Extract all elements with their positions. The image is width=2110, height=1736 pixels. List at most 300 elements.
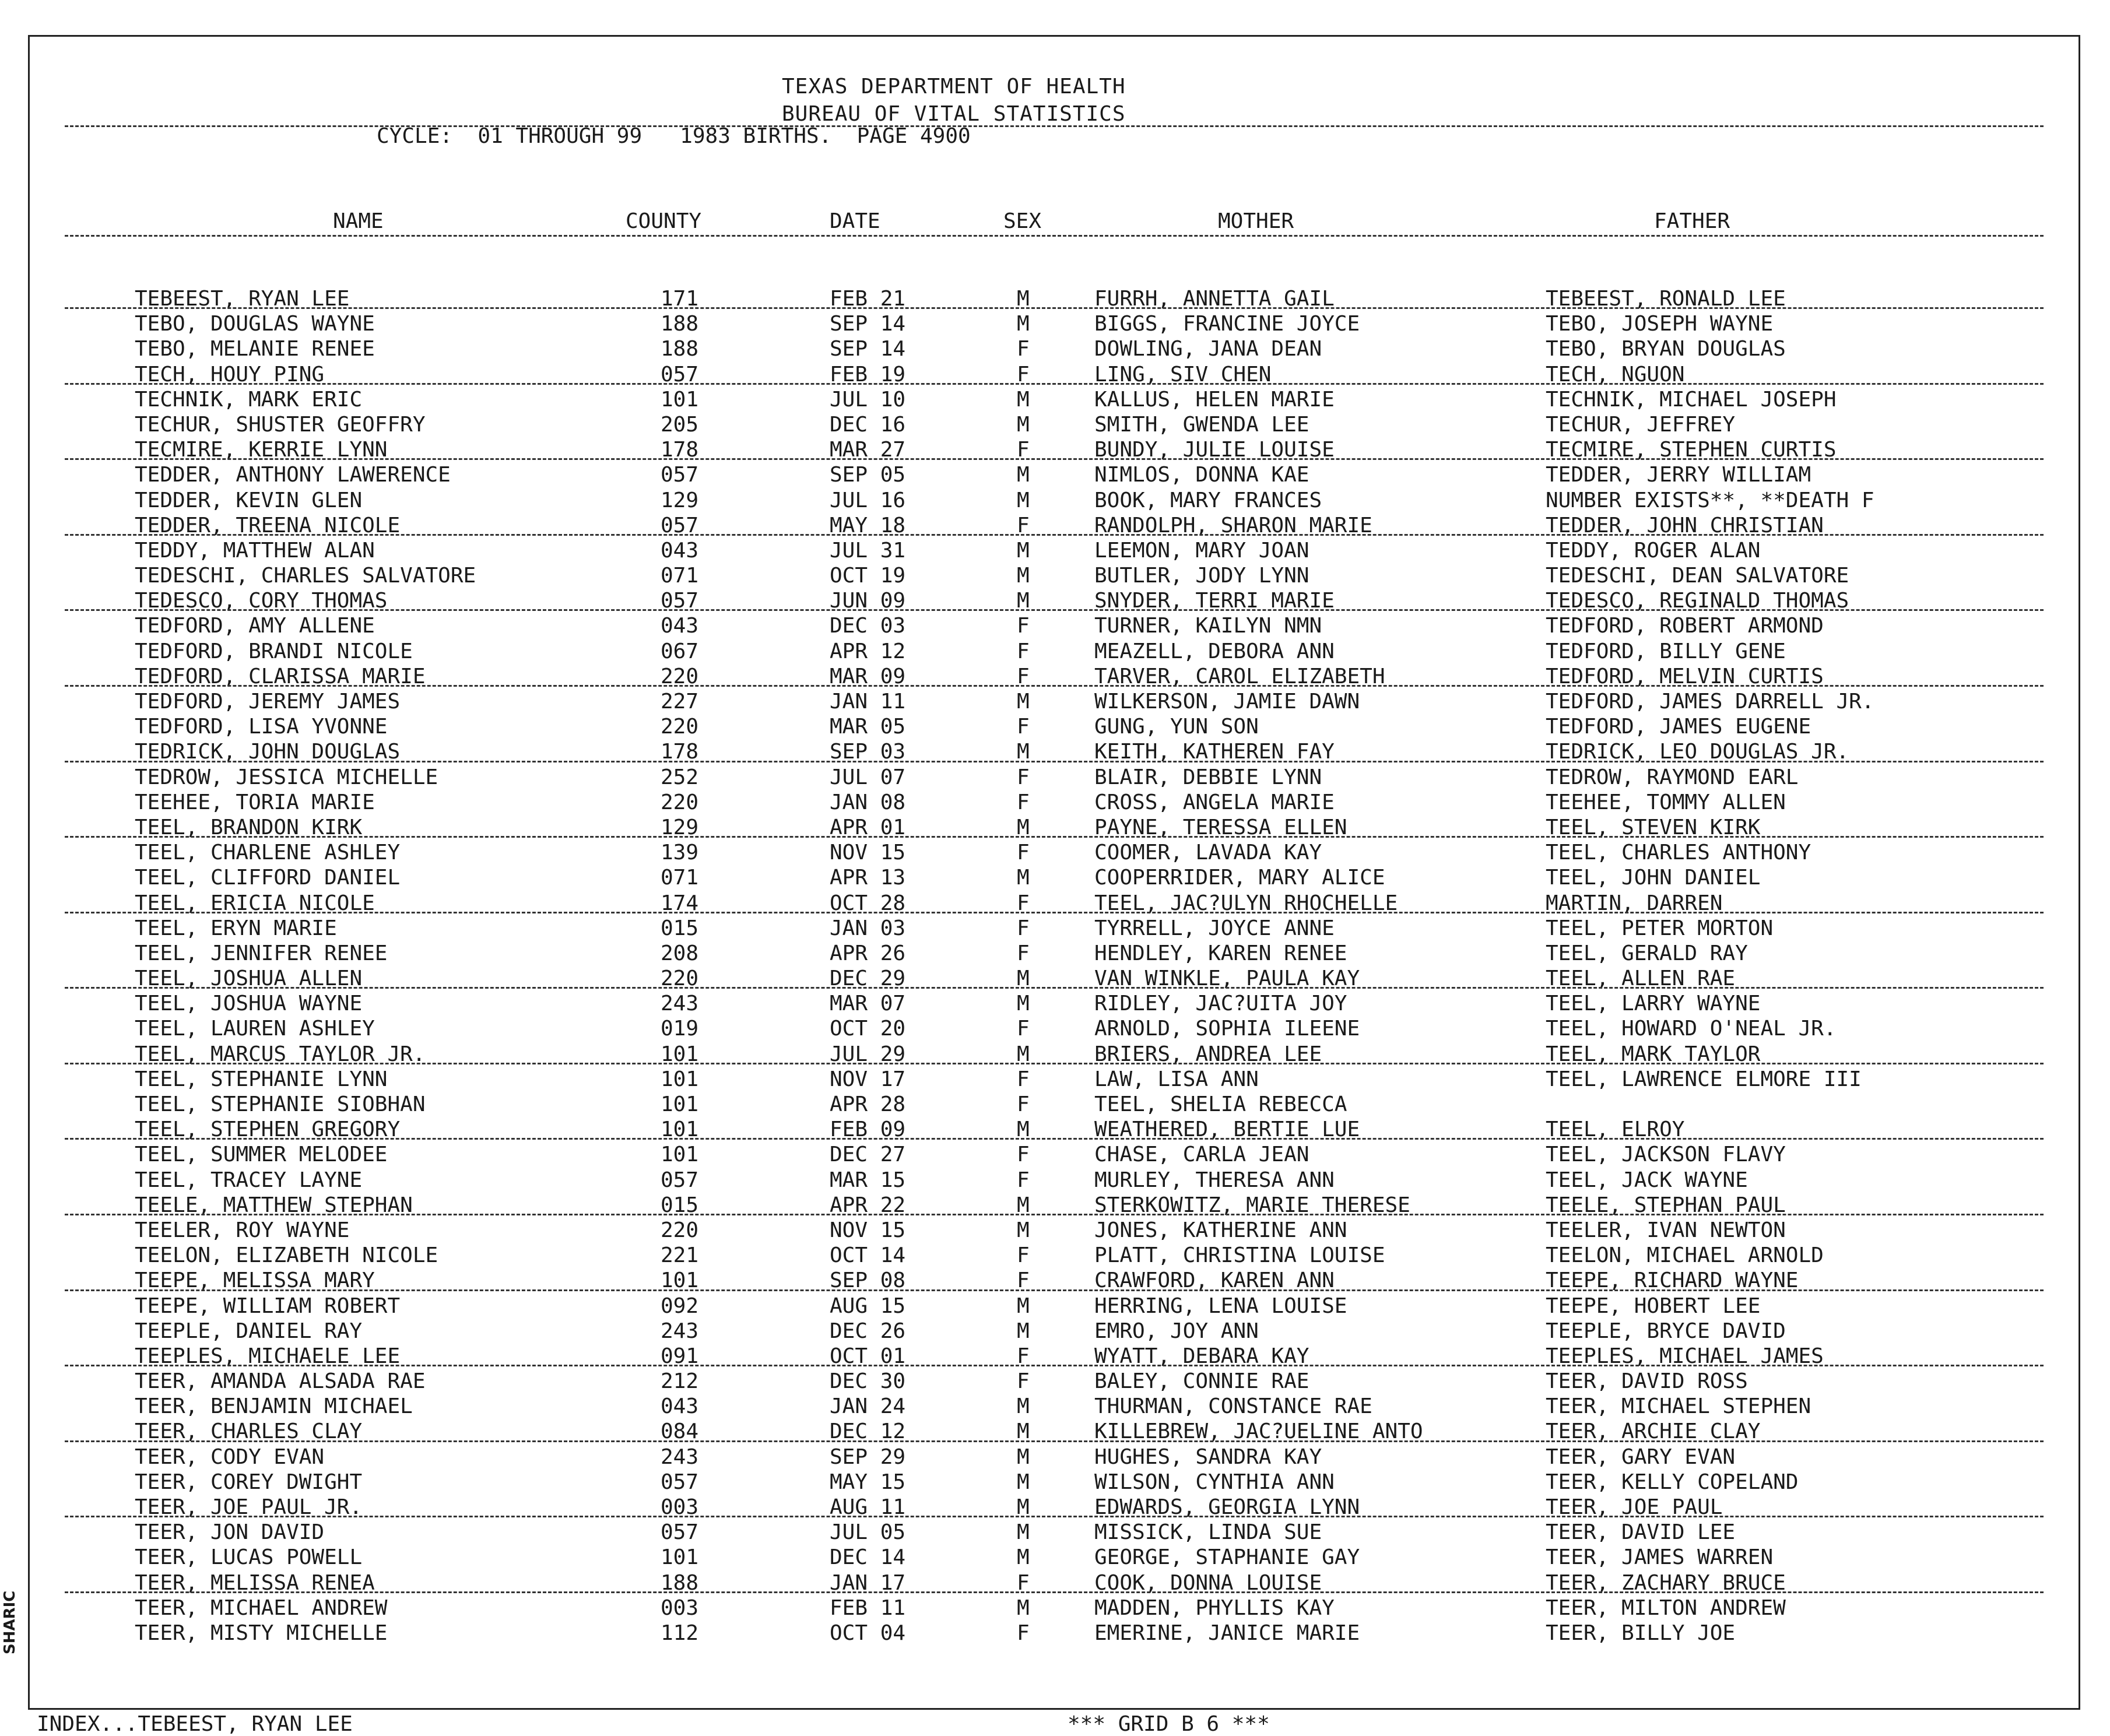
- cell-sex: F: [1017, 1168, 1030, 1192]
- cell-sex: M: [1017, 564, 1030, 588]
- cell-father: TEEPE, RICHARD WAYNE: [1546, 1268, 1799, 1293]
- cell-sex: M: [1017, 488, 1030, 512]
- cell-county: 188: [661, 337, 699, 361]
- table-row: [30, 664, 2079, 689]
- cell-date: DEC 27: [830, 1143, 906, 1167]
- cell-name: TEEL, ERYN MARIE: [135, 916, 337, 940]
- cell-father: TEEL, MARK TAYLOR: [1546, 1042, 1761, 1066]
- table-row: [30, 1294, 2079, 1319]
- cell-name: TEEL, JOSHUA WAYNE: [135, 992, 363, 1016]
- cell-name: TEBO, DOUGLAS WAYNE: [135, 312, 375, 336]
- cell-mother: SMITH, GWENDA LEE: [1094, 412, 1309, 437]
- cell-county: 178: [661, 740, 699, 764]
- cell-county: 112: [661, 1621, 699, 1645]
- cell-date: OCT 28: [830, 891, 906, 915]
- cell-county: 043: [661, 1394, 699, 1419]
- cell-father: TEER, JAMES WARREN: [1546, 1545, 1774, 1570]
- cell-name: TEEL, ERICIA NICOLE: [135, 891, 375, 915]
- cell-county: 071: [661, 564, 699, 588]
- cell-date: MAR 27: [830, 438, 906, 462]
- cell-father: TEDFORD, ROBERT ARMOND: [1546, 614, 1824, 638]
- cell-father: TEDFORD, JAMES DARRELL JR.: [1546, 690, 1874, 714]
- cell-father: TEDROW, RAYMOND EARL: [1546, 765, 1799, 789]
- cell-county: 129: [661, 815, 699, 839]
- cell-mother: MURLEY, THERESA ANN: [1094, 1168, 1335, 1192]
- table-row: [30, 437, 2079, 462]
- cell-county: 003: [661, 1596, 699, 1620]
- table-row: [30, 1319, 2079, 1344]
- cell-mother: JONES, KATHERINE ANN: [1094, 1218, 1347, 1242]
- table-row: [30, 941, 2079, 966]
- cell-county: 243: [661, 1445, 699, 1469]
- cell-name: TEDDER, ANTHONY LAWERENCE: [135, 463, 451, 487]
- cell-name: TEER, JON DAVID: [135, 1520, 325, 1545]
- table-row: [30, 1067, 2079, 1092]
- cell-father: TEBO, BRYAN DOUGLAS: [1546, 337, 1786, 361]
- cell-father: TEEHEE, TOMMY ALLEN: [1546, 790, 1786, 814]
- cell-sex: F: [1017, 1067, 1030, 1091]
- cell-date: NOV 15: [830, 841, 906, 865]
- cell-date: JUL 05: [830, 1520, 906, 1545]
- table-row: [30, 362, 2079, 387]
- table-row: [30, 765, 2079, 790]
- cell-father: TEER, ZACHARY BRUCE: [1546, 1570, 1786, 1595]
- cell-name: TEEHEE, TORIA MARIE: [135, 790, 375, 814]
- cell-name: TEELER, ROY WAYNE: [135, 1218, 350, 1242]
- cell-date: NOV 17: [830, 1067, 906, 1091]
- cell-county: 188: [661, 1570, 699, 1595]
- cell-date: NOV 15: [830, 1218, 906, 1242]
- cell-father: TEDDY, ROGER ALAN: [1546, 538, 1761, 563]
- cell-date: JAN 11: [830, 690, 906, 714]
- records-list: [30, 286, 2079, 1646]
- cell-mother: EDWARDS, GEORGIA LYNN: [1094, 1495, 1360, 1519]
- cell-name: TEER, AMANDA ALSADA RAE: [135, 1369, 426, 1394]
- cell-date: APR 28: [830, 1092, 906, 1116]
- cell-sex: F: [1017, 614, 1030, 638]
- cell-sex: M: [1017, 1117, 1030, 1142]
- cell-name: TEER, MICHAEL ANDREW: [135, 1596, 388, 1620]
- cell-mother: BUNDY, JULIE LOUISE: [1094, 438, 1335, 462]
- table-row: [30, 1193, 2079, 1218]
- cell-mother: WILKERSON, JAMIE DAWN: [1094, 690, 1360, 714]
- cell-date: DEC 14: [830, 1545, 906, 1570]
- table-row: [30, 639, 2079, 664]
- cell-name: TEEL, CHARLENE ASHLEY: [135, 841, 401, 865]
- cell-county: 101: [661, 1268, 699, 1293]
- cell-sex: F: [1017, 765, 1030, 789]
- cell-county: 221: [661, 1243, 699, 1268]
- cell-name: TEEPE, MELISSA MARY: [135, 1268, 375, 1293]
- cell-sex: F: [1017, 438, 1030, 462]
- cell-mother: CHASE, CARLA JEAN: [1094, 1143, 1309, 1167]
- table-row: [30, 1520, 2079, 1545]
- cell-mother: CRAWFORD, KAREN ANN: [1094, 1268, 1335, 1293]
- col-header-father: FATHER: [1654, 209, 1730, 233]
- cell-sex: M: [1017, 287, 1030, 311]
- cell-mother: VAN WINKLE, PAULA KAY: [1094, 967, 1360, 991]
- table-row: [30, 513, 2079, 538]
- cell-county: 205: [661, 412, 699, 437]
- cell-county: 057: [661, 362, 699, 386]
- cell-sex: M: [1017, 1495, 1030, 1519]
- table-row: [30, 916, 2079, 941]
- table-row: [30, 1344, 2079, 1369]
- cell-sex: M: [1017, 815, 1030, 839]
- cell-mother: TARVER, CAROL ELIZABETH: [1094, 664, 1385, 688]
- cell-county: 252: [661, 765, 699, 789]
- cell-mother: LAW, LISA ANN: [1094, 1067, 1259, 1091]
- table-row: [30, 1570, 2079, 1596]
- cell-mother: HENDLEY, KAREN RENEE: [1094, 941, 1347, 965]
- cell-county: 019: [661, 1017, 699, 1041]
- cell-father: TEEL, CHARLES ANTHONY: [1546, 841, 1811, 865]
- cell-sex: M: [1017, 690, 1030, 714]
- cell-date: SEP 14: [830, 312, 906, 336]
- cell-mother: THURMAN, CONSTANCE RAE: [1094, 1394, 1372, 1419]
- cell-sex: M: [1017, 1042, 1030, 1066]
- cell-name: TECHUR, SHUSTER GEOFFRY: [135, 412, 426, 437]
- cell-sex: M: [1017, 1193, 1030, 1217]
- cell-county: 084: [661, 1419, 699, 1444]
- cell-sex: F: [1017, 1369, 1030, 1394]
- cell-date: OCT 14: [830, 1243, 906, 1268]
- cell-county: 139: [661, 841, 699, 865]
- cell-date: SEP 29: [830, 1445, 906, 1469]
- cell-county: 043: [661, 614, 699, 638]
- cell-name: TEEL, STEPHANIE SIOBHAN: [135, 1092, 426, 1116]
- cell-name: TEEL, TRACEY LAYNE: [135, 1168, 363, 1192]
- cell-father: TEEL, JACK WAYNE: [1546, 1168, 1748, 1192]
- cell-father: TEBEEST, RONALD LEE: [1546, 287, 1786, 311]
- cell-county: 220: [661, 664, 699, 688]
- table-row: [30, 1092, 2079, 1117]
- cell-date: APR 01: [830, 815, 906, 839]
- side-label: SHARIC: [1, 1590, 19, 1654]
- cell-date: JAN 24: [830, 1394, 906, 1419]
- cell-date: JUL 16: [830, 488, 906, 512]
- cell-county: 101: [661, 387, 699, 412]
- cell-name: TEEL, JENNIFER RENEE: [135, 941, 388, 965]
- cell-mother: GUNG, YUN SON: [1094, 715, 1259, 739]
- cell-father: TEER, GARY EVAN: [1546, 1445, 1736, 1469]
- cell-name: TEDDER, TREENA NICOLE: [135, 513, 401, 537]
- cell-mother: ARNOLD, SOPHIA ILEENE: [1094, 1017, 1360, 1041]
- cell-date: APR 13: [830, 866, 906, 890]
- table-row: [30, 1596, 2079, 1621]
- cell-father: TEBO, JOSEPH WAYNE: [1546, 312, 1774, 336]
- table-row: [30, 336, 2079, 361]
- cell-county: 129: [661, 488, 699, 512]
- table-row: [30, 714, 2079, 739]
- cell-date: FEB 09: [830, 1117, 906, 1142]
- cell-mother: WYATT, DEBARA KAY: [1094, 1344, 1309, 1368]
- cell-mother: BIGGS, FRANCINE JOYCE: [1094, 312, 1360, 336]
- cell-county: 188: [661, 312, 699, 336]
- cell-name: TEEL, STEPHANIE LYNN: [135, 1067, 388, 1091]
- cell-father: TEELE, STEPHAN PAUL: [1546, 1193, 1786, 1217]
- cell-mother: MISSICK, LINDA SUE: [1094, 1520, 1322, 1545]
- cell-sex: F: [1017, 1143, 1030, 1167]
- cell-mother: COOPERRIDER, MARY ALICE: [1094, 866, 1385, 890]
- cell-father: TEEL, JACKSON FLAVY: [1546, 1143, 1786, 1167]
- cell-sex: F: [1017, 639, 1030, 663]
- cell-mother: COOMER, LAVADA KAY: [1094, 841, 1322, 865]
- cell-sex: F: [1017, 916, 1030, 940]
- cell-name: TEEL, JOSHUA ALLEN: [135, 967, 363, 991]
- cell-father: TEEL, ALLEN RAE: [1546, 967, 1736, 991]
- cell-date: JUL 31: [830, 538, 906, 563]
- table-row: [30, 1142, 2079, 1167]
- cell-name: TECHNIK, MARK ERIC: [135, 387, 363, 412]
- table-row: [30, 412, 2079, 437]
- cell-sex: M: [1017, 387, 1030, 412]
- cell-father: TEER, DAVID LEE: [1546, 1520, 1736, 1545]
- col-header-mother: MOTHER: [1218, 209, 1294, 233]
- cell-sex: M: [1017, 312, 1030, 336]
- table-row: [30, 1621, 2079, 1646]
- table-row: [30, 865, 2079, 890]
- table-row: [30, 1042, 2079, 1067]
- cell-county: 057: [661, 513, 699, 537]
- cell-date: JUL 29: [830, 1042, 906, 1066]
- cell-county: 101: [661, 1545, 699, 1570]
- cell-father: TEDDER, JERRY WILLIAM: [1546, 463, 1811, 487]
- cell-father: TEER, ARCHIE CLAY: [1546, 1419, 1761, 1444]
- table-row: [30, 1218, 2079, 1243]
- cell-sex: M: [1017, 412, 1030, 437]
- cell-father: TEEPLES, MICHAEL JAMES: [1546, 1344, 1824, 1368]
- cell-father: TEDFORD, BILLY GENE: [1546, 639, 1786, 663]
- cell-mother: HUGHES, SANDRA KAY: [1094, 1445, 1322, 1469]
- cell-county: 057: [661, 1520, 699, 1545]
- table-row: [30, 613, 2079, 638]
- cell-date: DEC 03: [830, 614, 906, 638]
- table-row: [30, 538, 2079, 563]
- cell-date: DEC 29: [830, 967, 906, 991]
- table-row: [30, 286, 2079, 311]
- cell-sex: M: [1017, 589, 1030, 613]
- table-row: [30, 991, 2079, 1016]
- cell-county: 220: [661, 967, 699, 991]
- table-row: [30, 1445, 2079, 1470]
- cell-date: OCT 01: [830, 1344, 906, 1368]
- cell-mother: TEEL, JAC?ULYN RHOCHELLE: [1094, 891, 1398, 915]
- cell-sex: F: [1017, 841, 1030, 865]
- cell-name: TEDESCO, CORY THOMAS: [135, 589, 388, 613]
- table-row: [30, 462, 2079, 487]
- cell-father: TEEL, LARRY WAYNE: [1546, 992, 1761, 1016]
- cell-sex: F: [1017, 1243, 1030, 1268]
- cell-county: 003: [661, 1495, 699, 1519]
- cell-mother: EMRO, JOY ANN: [1094, 1319, 1259, 1343]
- cell-father: MARTIN, DARREN: [1546, 891, 1723, 915]
- cell-county: 067: [661, 639, 699, 663]
- cell-name: TEDESCHI, CHARLES SALVATORE: [135, 564, 476, 588]
- cell-name: TEEL, MARCUS TAYLOR JR.: [135, 1042, 426, 1066]
- table-row: [30, 1394, 2079, 1419]
- cell-county: 212: [661, 1369, 699, 1394]
- page-subtitle: BUREAU OF VITAL STATISTICS: [782, 102, 1126, 126]
- cell-father: TEDESCHI, DEAN SALVATORE: [1546, 564, 1849, 588]
- cell-sex: M: [1017, 740, 1030, 764]
- cell-sex: M: [1017, 1218, 1030, 1242]
- cell-date: OCT 20: [830, 1017, 906, 1041]
- cell-sex: M: [1017, 463, 1030, 487]
- cell-mother: KILLEBREW, JAC?UELINE ANTO: [1094, 1419, 1423, 1444]
- table-row: [30, 563, 2079, 588]
- cell-father: TEEL, JOHN DANIEL: [1546, 866, 1761, 890]
- cell-county: 220: [661, 790, 699, 814]
- cell-name: TECMIRE, KERRIE LYNN: [135, 438, 388, 462]
- cell-name: TEBEEST, RYAN LEE: [135, 287, 350, 311]
- cell-father: TEEL, ELROY: [1546, 1117, 1685, 1142]
- cell-name: TEELON, ELIZABETH NICOLE: [135, 1243, 438, 1268]
- grid-footer: *** GRID B 6 ***: [1068, 1712, 1270, 1736]
- cell-father: TEER, JOE PAUL: [1546, 1495, 1723, 1519]
- cell-father: TEEPE, HOBERT LEE: [1546, 1294, 1761, 1318]
- cell-sex: M: [1017, 1596, 1030, 1620]
- table-row: [30, 790, 2079, 815]
- cell-name: TEDFORD, LISA YVONNE: [135, 715, 388, 739]
- cell-sex: M: [1017, 1445, 1030, 1469]
- cell-name: TEEPE, WILLIAM ROBERT: [135, 1294, 401, 1318]
- cell-date: JUN 09: [830, 589, 906, 613]
- cell-sex: F: [1017, 1621, 1030, 1645]
- cell-sex: F: [1017, 1268, 1030, 1293]
- cycle-info: CYCLE: 01 THROUGH 99 1983 BIRTHS. PAGE 4900: [377, 124, 971, 148]
- cell-county: 071: [661, 866, 699, 890]
- cell-county: 101: [661, 1092, 699, 1116]
- cell-father: TEEL, HOWARD O'NEAL JR.: [1546, 1017, 1837, 1041]
- cell-county: 015: [661, 916, 699, 940]
- cell-mother: TURNER, KAILYN NMN: [1094, 614, 1322, 638]
- cell-date: MAY 15: [830, 1470, 906, 1494]
- cell-mother: MADDEN, PHYLLIS KAY: [1094, 1596, 1335, 1620]
- cell-sex: M: [1017, 1470, 1030, 1494]
- cell-sex: M: [1017, 1545, 1030, 1570]
- cell-mother: PAYNE, TERESSA ELLEN: [1094, 815, 1347, 839]
- column-header-divider: [65, 235, 2044, 237]
- cell-name: TEDFORD, JEREMY JAMES: [135, 690, 401, 714]
- cell-mother: BOOK, MARY FRANCES: [1094, 488, 1322, 512]
- cell-sex: M: [1017, 866, 1030, 890]
- table-row: [30, 1470, 2079, 1495]
- cell-name: TEDFORD, AMY ALLENE: [135, 614, 375, 638]
- cell-mother: SNYDER, TERRI MARIE: [1094, 589, 1335, 613]
- cell-name: TEDDER, KEVIN GLEN: [135, 488, 363, 512]
- cell-sex: M: [1017, 538, 1030, 563]
- table-row: [30, 815, 2079, 840]
- cell-date: AUG 15: [830, 1294, 906, 1318]
- cell-mother: WEATHERED, BERTIE LUE: [1094, 1117, 1360, 1142]
- cell-date: MAR 05: [830, 715, 906, 739]
- cell-county: 057: [661, 463, 699, 487]
- cell-sex: M: [1017, 967, 1030, 991]
- cell-name: TEEPLES, MICHAELE LEE: [135, 1344, 401, 1368]
- cell-date: DEC 26: [830, 1319, 906, 1343]
- table-row: [30, 1495, 2079, 1520]
- table-row: [30, 1168, 2079, 1193]
- cell-county: 015: [661, 1193, 699, 1217]
- table-row: [30, 966, 2079, 991]
- cell-county: 057: [661, 1168, 699, 1192]
- cell-date: MAR 07: [830, 992, 906, 1016]
- cell-name: TEEL, SUMMER MELODEE: [135, 1143, 388, 1167]
- cell-date: JAN 08: [830, 790, 906, 814]
- cell-county: 243: [661, 992, 699, 1016]
- table-row: [30, 1419, 2079, 1444]
- cell-date: APR 22: [830, 1193, 906, 1217]
- cell-mother: LEEMON, MARY JOAN: [1094, 538, 1309, 563]
- cell-father: TEER, KELLY COPELAND: [1546, 1470, 1799, 1494]
- cell-name: TEER, MELISSA RENEA: [135, 1570, 375, 1595]
- col-header-sex: SEX: [1003, 209, 1042, 233]
- cell-father: TEEL, GERALD RAY: [1546, 941, 1748, 965]
- cell-sex: F: [1017, 362, 1030, 386]
- cell-mother: TEEL, SHELIA REBECCA: [1094, 1092, 1347, 1116]
- cell-father: TEEL, LAWRENCE ELMORE III: [1546, 1067, 1862, 1091]
- col-header-name: NAME: [333, 209, 384, 233]
- cell-father: TECHNIK, MICHAEL JOSEPH: [1546, 387, 1837, 412]
- cell-sex: F: [1017, 790, 1030, 814]
- cell-county: 057: [661, 589, 699, 613]
- cell-date: SEP 05: [830, 463, 906, 487]
- cell-date: JUL 10: [830, 387, 906, 412]
- cell-date: DEC 12: [830, 1419, 906, 1444]
- col-header-county: COUNTY: [626, 209, 702, 233]
- cell-date: DEC 30: [830, 1369, 906, 1394]
- cell-sex: M: [1017, 1394, 1030, 1419]
- cell-county: 091: [661, 1344, 699, 1368]
- cell-date: APR 26: [830, 941, 906, 965]
- cell-father: TEER, MILTON ANDREW: [1546, 1596, 1786, 1620]
- cell-mother: PLATT, CHRISTINA LOUISE: [1094, 1243, 1385, 1268]
- cell-mother: BALEY, CONNIE RAE: [1094, 1369, 1309, 1394]
- cell-sex: F: [1017, 513, 1030, 537]
- cell-date: MAR 15: [830, 1168, 906, 1192]
- cell-father: TEER, MICHAEL STEPHEN: [1546, 1394, 1811, 1419]
- cell-name: TECH, HOUY PING: [135, 362, 325, 386]
- cell-sex: M: [1017, 1419, 1030, 1444]
- cell-name: TEDDY, MATTHEW ALAN: [135, 538, 375, 563]
- cell-sex: F: [1017, 891, 1030, 915]
- cell-date: MAR 09: [830, 664, 906, 688]
- cell-mother: NIMLOS, DONNA KAE: [1094, 463, 1309, 487]
- table-row: [30, 739, 2079, 764]
- cell-father: NUMBER EXISTS**, **DEATH F: [1546, 488, 1874, 512]
- cell-county: 243: [661, 1319, 699, 1343]
- cell-county: 101: [661, 1117, 699, 1142]
- cell-mother: BLAIR, DEBBIE LYNN: [1094, 765, 1322, 789]
- cell-sex: F: [1017, 664, 1030, 688]
- cell-sex: M: [1017, 1319, 1030, 1343]
- cell-mother: DOWLING, JANA DEAN: [1094, 337, 1322, 361]
- cell-name: TEBO, MELANIE RENEE: [135, 337, 375, 361]
- cell-father: TEELER, IVAN NEWTON: [1546, 1218, 1786, 1242]
- cell-name: TEEPLE, DANIEL RAY: [135, 1319, 363, 1343]
- cell-mother: HERRING, LENA LOUISE: [1094, 1294, 1347, 1318]
- cell-county: 208: [661, 941, 699, 965]
- table-row: [30, 1117, 2079, 1142]
- cell-father: TEDFORD, JAMES EUGENE: [1546, 715, 1811, 739]
- cell-mother: GEORGE, STAPHANIE GAY: [1094, 1545, 1360, 1570]
- cell-father: TEEL, PETER MORTON: [1546, 916, 1774, 940]
- cell-date: APR 12: [830, 639, 906, 663]
- cell-mother: KEITH, KATHEREN FAY: [1094, 740, 1335, 764]
- cell-mother: COOK, DONNA LOUISE: [1094, 1570, 1322, 1595]
- cell-father: TEDFORD, MELVIN CURTIS: [1546, 664, 1824, 688]
